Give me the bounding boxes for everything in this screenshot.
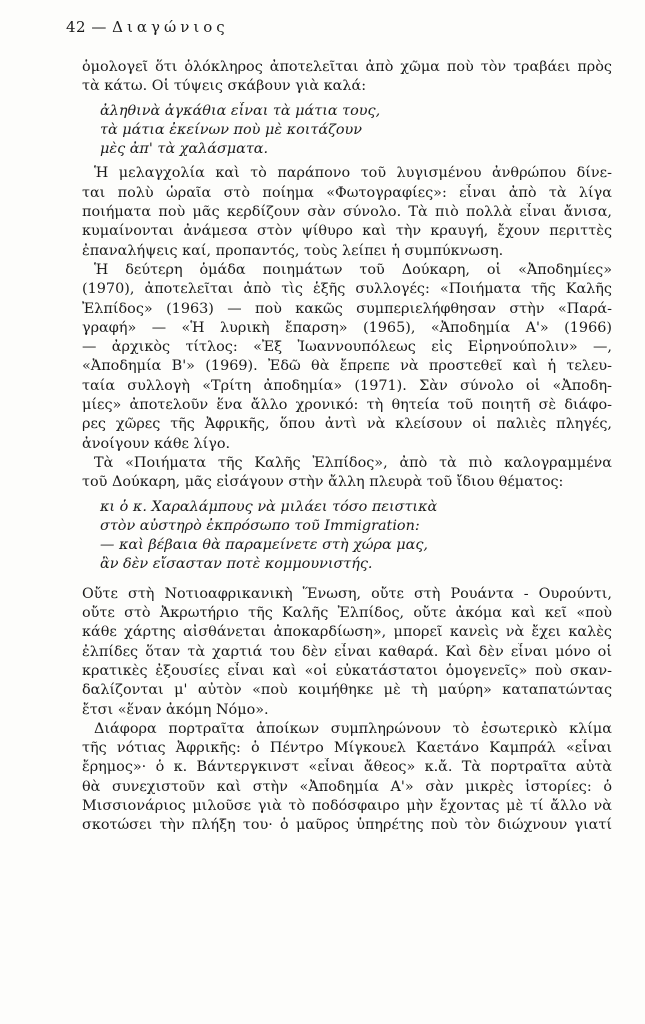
text-line: ται πολὺ ὡραῖα στὸ ποίημα «Φωτογραφίες»: εἶναι ἀπὸ τὰ λίγα [82, 184, 612, 201]
text-line: ταία συλλογὴ «Τρίτη ἀποδημία» (1971). Σὰν σύνολο οἱ «Ἀποδη- [82, 377, 612, 394]
text-line: ἔρημος»· ὁ κ. Βάντεργκινστ «εἶναι ἄθεος» κ.ἄ. Τὰ πορτραῖτα αὐτὰ [82, 759, 612, 776]
text-line: ποιήματα ποὺ μᾶς κερδίζουν σὰν σύνολο. Τὰ πιὸ πολλὰ εἶναι ἄνισα, [82, 204, 612, 221]
text-line: Τὰ «Ποιήματα τῆς Καλῆς Ἐλπίδος», ἀπὸ τὰ πιὸ καλογραμμένα [94, 454, 612, 471]
text-line: κάθε χάρτης αἰσθάνεται ἀποκαρδίωση», μπορεῖ κανεὶς νὰ ἔχει καλὲς [82, 624, 612, 641]
running-header [66, 18, 229, 36]
text-line: οὔτε στὸ Ἀκρωτήριο τῆς Καλῆς Ἐλπίδος, οὔτε ἀκόμα καὶ κεῖ «ποὺ [82, 605, 612, 622]
text-line: ἀνοίγουν κάθε λίγο. [82, 435, 231, 452]
text-line: Διάφορα πορτραῖτα ἀποίκων συμπληρώνουν τὸ ἐσωτερικὸ κλίμα [94, 720, 612, 737]
text-line: Ἐλπίδος» (1963) — ποὺ κακῶς συμπεριελήφθησαν στὴν «Παρά- [82, 300, 612, 317]
journal-title: Διαγώνιος [112, 18, 229, 36]
text-line: τοῦ Δούκαρη, μᾶς εἰσάγουν στὴν ἄλλη πλευρὰ τοῦ ἴδιου θέματος: [82, 474, 564, 491]
text-line: θὰ συνεχιστοῦν καὶ στὴν «Ἀποδημία Α'» σὰν μικρὲς ἱστορίες: ὁ [82, 778, 612, 795]
poem-line: στὸν αὐστηρὸ ἐκπρόσωπο τοῦ Immigration: [100, 517, 420, 534]
text-line: Μισσιονάριος μιλοῦσε γιὰ τὸ ποδόσφαιρο μὴν ἔχοντας μὲ τί ἄλλο νὰ [82, 797, 612, 814]
text-line: ἐπαναλήψεις καί, προπαντός, τοὺς λείπει ἡ συμπύκνωση. [82, 242, 504, 259]
poem-line: κι ὁ κ. Χαραλάμπους νὰ μιλάει τόσο πειστικὰ [100, 498, 438, 515]
text-line: κρατικὲς ἐξουσίες εἶναι καὶ «οἱ εὐκατάστατοι ὁμογενεῖς» ποὺ σκαν- [82, 662, 612, 679]
text-line: «Ἀποδημία Β'» (1969). Ἐδῶ θὰ ἔπρεπε νὰ προστεθεῖ καὶ ἡ τελευ- [82, 358, 612, 375]
poem-line: μὲς ἀπ' τὰ χαλάσματα. [100, 141, 269, 158]
poem-line: ἂν δὲν εἴσασταν ποτὲ κομμουνιστής. [100, 556, 373, 573]
paragraph-2 [82, 164, 612, 260]
poem-line: τὰ μάτια ἐκείνων ποὺ μὲ κοιτάζουν [100, 121, 363, 138]
text-line: μίες» ἀποτελοῦν ἕνα ἄλλο χρονικό: τὴ θητεία τοῦ ποιητῆ σὲ διάφο- [82, 397, 612, 414]
header-separator: — [91, 18, 107, 36]
quoted-poem-1 [82, 102, 612, 160]
page-number: 42 [66, 18, 87, 36]
paragraph-5 [82, 585, 612, 720]
text-line: σκοτώσει τὴν πλήξη του· ὁ μαῦρος ὑπηρέτης ποὺ τὸν διώχνουν γιατί [82, 817, 612, 834]
text-line: ἐλπίδες ὅταν τὰ χαρτιά του δὲν εἶναι καθαρά. Καὶ δὲν εἶναι μόνο οἱ [82, 643, 612, 660]
text-line: Ἡ μελαγχολία καὶ τὸ παράπονο τοῦ λυγισμένου ἀνθρώπου δίνε- [94, 165, 612, 182]
text-line: ὁμολογεῖ ὅτι ὁλόκληρος ἀποτελεῖται ἀπὸ χῶμα ποὺ τὸν τραβάει πρὸς [82, 59, 612, 75]
text-line: ἔτσι «ἕναν ἀκόμη Νόμο». [82, 701, 269, 718]
quoted-poem-2 [82, 498, 612, 575]
text-line: κυμαίνονται ἀνάμεσα στὸν ψίθυρο καὶ τὴν κραυγή, ἔχουν περιττὲς [82, 223, 612, 240]
text-line: (1970), ἀποτελεῖται ἀπὸ τὶς ἑξῆς συλλογές: «Ποιήματα τῆς Καλῆς [82, 281, 612, 298]
page-body [82, 58, 612, 836]
text-line: τῆς νότιας Ἀφρικῆς: ὁ Πέντρο Μίγκουελ Καετάνο Καμπράλ «εἶναι [82, 740, 612, 757]
text-line: Ἡ δεύτερη ὁμάδα ποιημάτων τοῦ Δούκαρη, οἱ «Ἀποδημίες» [94, 261, 612, 278]
text-line: δαλίζονται μ' αὐτὸν «ποὺ κοιμήθηκε μὲ τὴ μαύρη» καταπατώντας [82, 682, 612, 699]
poem-line: — καὶ βέβαια θὰ παραμείνετε στὴ χώρα μας, [100, 537, 428, 554]
paragraph-6 [82, 720, 612, 836]
paragraph-4 [82, 454, 612, 493]
text-line: τὰ κάτω. Οἱ τύψεις σκάβουν γιὰ καλά: [82, 78, 367, 95]
text-line: ρες χῶρες τῆς Ἀφρικῆς, ὅπου ἀντὶ νὰ κλείσουν οἱ παλιὲς πληγές, [82, 416, 612, 433]
text-line: Οὔτε στὴ Νοτιοαφρικανικὴ Ἕνωση, οὔτε στὴ Ρουάντα - Ουρούντι, [82, 585, 612, 602]
text-line: — ἀρχικὸς τίτλος: «Ἐξ Ἰωαννουπόλεως εἰς Εἰρηνούπολιν» —, [82, 339, 612, 356]
poem-line: ἀληθινὰ ἀγκάθια εἶναι τὰ μάτια τους, [100, 102, 381, 119]
paragraph-1 [82, 58, 612, 97]
paragraph-3 [82, 261, 612, 454]
text-line: γραφή» — «Ἡ λυρικὴ ἔπαρση» (1965), «Ἀποδημία Α'» (1966) [82, 319, 612, 336]
